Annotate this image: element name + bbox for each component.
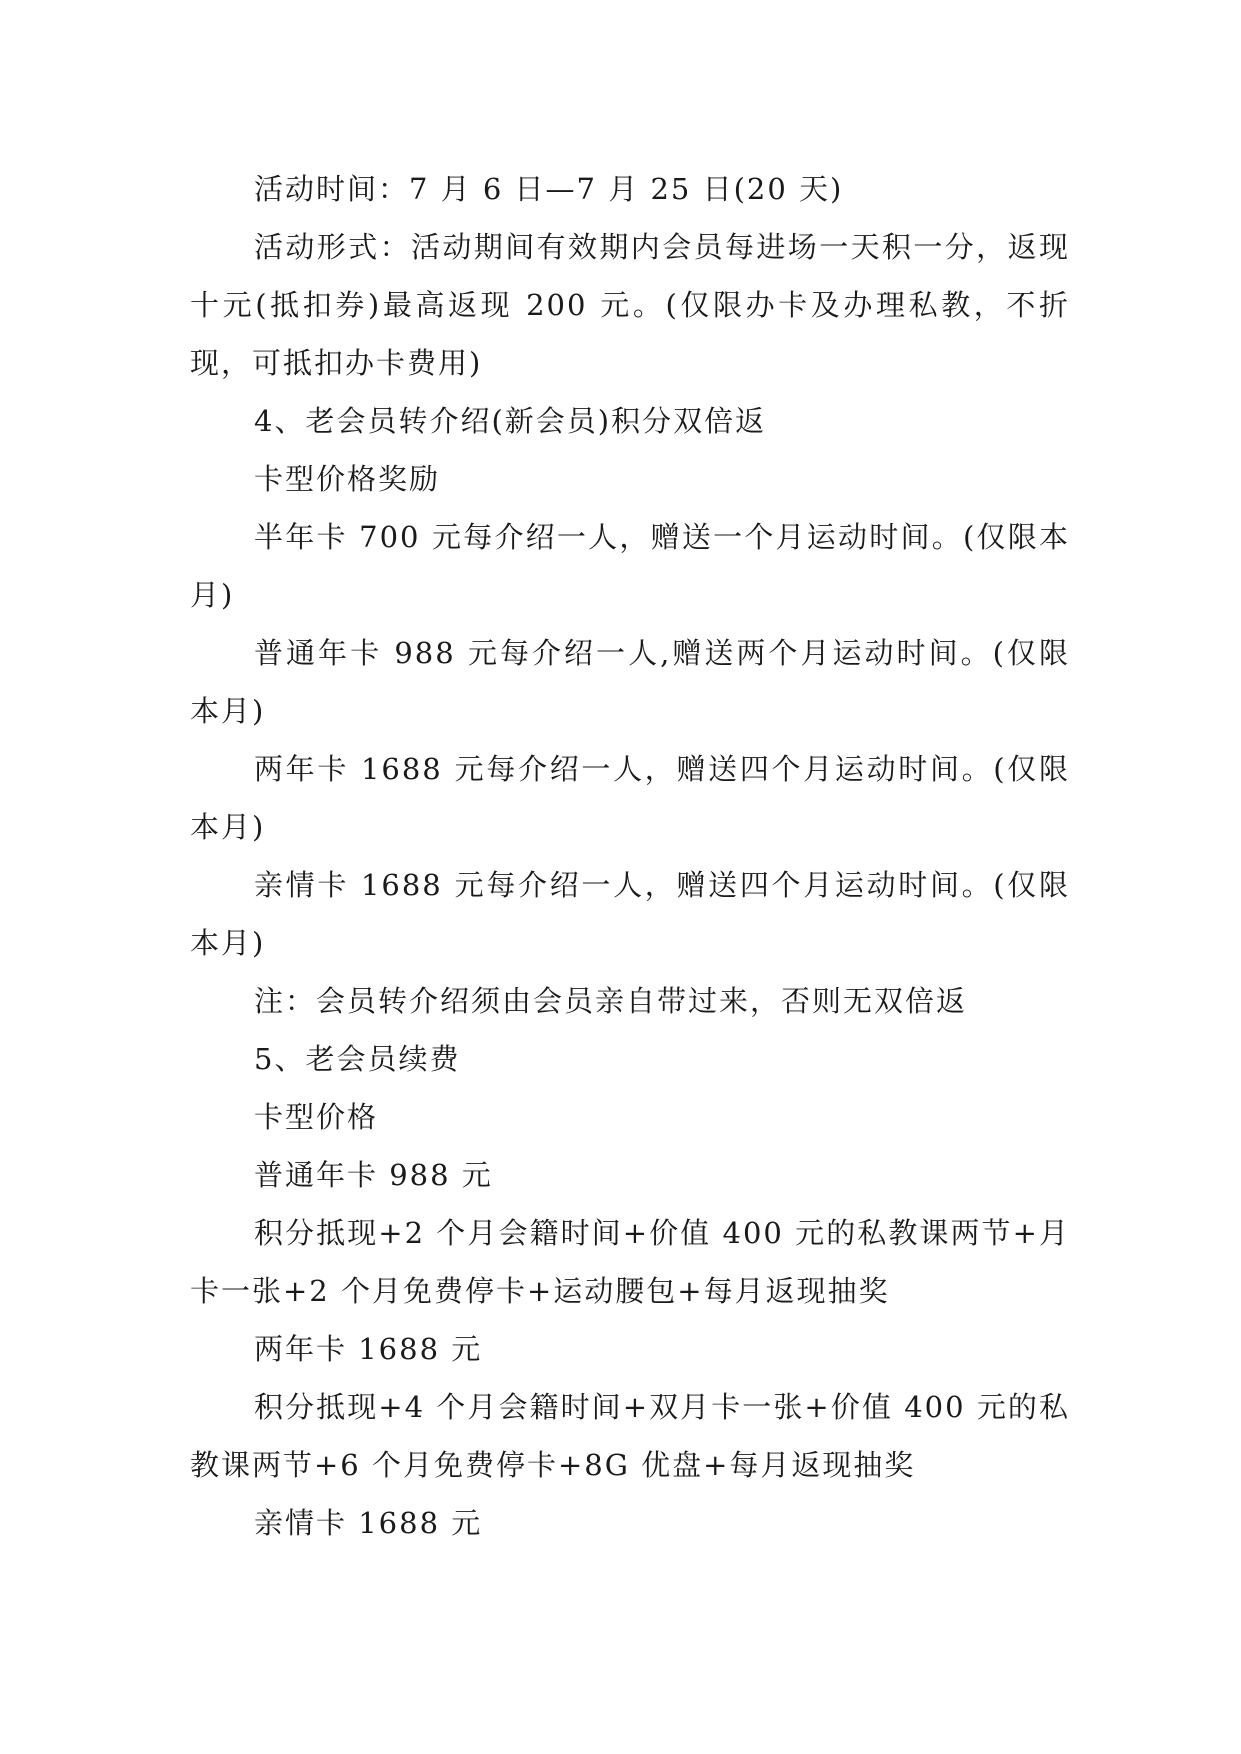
referral-item-two-year: 两年卡 1688 元每介绍一人，赠送四个月运动时间。(仅限本月) — [190, 752, 1070, 844]
referral-item-annual: 普通年卡 988 元每介绍一人,赠送两个月运动时间。(仅限本月) — [190, 636, 1070, 728]
section-heading-referral: 4、老会员转介绍(新会员)积分双倍返 — [254, 404, 767, 438]
referral-item-family: 亲情卡 1688 元每介绍一人，赠送四个月运动时间。(仅限本月) — [190, 868, 1070, 960]
referral-table-header: 卡型价格奖励 — [254, 462, 441, 496]
referral-note: 注：会员转介绍须由会员亲自带过来，否则无双倍返 — [254, 984, 968, 1018]
activity-form-paragraph: 活动形式：活动期间有效期内会员每进场一天积一分，返现十元(抵扣券)最高返现 200 元。(仅限办卡及办理私教，不折现，可抵扣办卡费用) — [190, 230, 1070, 380]
renewal-annual-benefits: 积分抵现+2 个月会籍时间+价值 400 元的私教课两节+月卡一张+2 个月免费停卡+运动腰包+每月返现抽奖 — [190, 1216, 1070, 1308]
document-body — [190, 160, 1070, 1552]
renewal-two-year-benefits: 积分抵现+4 个月会籍时间+双月卡一张+价值 400 元的私教课两节+6 个月免费停卡+8G 优盘+每月返现抽奖 — [190, 1390, 1070, 1482]
section-heading-renewal: 5、老会员续费 — [254, 1042, 461, 1076]
activity-time-paragraph: 活动时间：7 月 6 日—7 月 25 日(20 天) — [254, 172, 844, 206]
renewal-family-title: 亲情卡 1688 元 — [254, 1506, 483, 1540]
renewal-annual-title: 普通年卡 988 元 — [254, 1158, 493, 1192]
renewal-two-year-title: 两年卡 1688 元 — [254, 1332, 483, 1366]
renewal-table-header: 卡型价格 — [254, 1100, 379, 1134]
referral-item-half-year: 半年卡 700 元每介绍一人，赠送一个月运动时间。(仅限本月) — [190, 520, 1070, 612]
